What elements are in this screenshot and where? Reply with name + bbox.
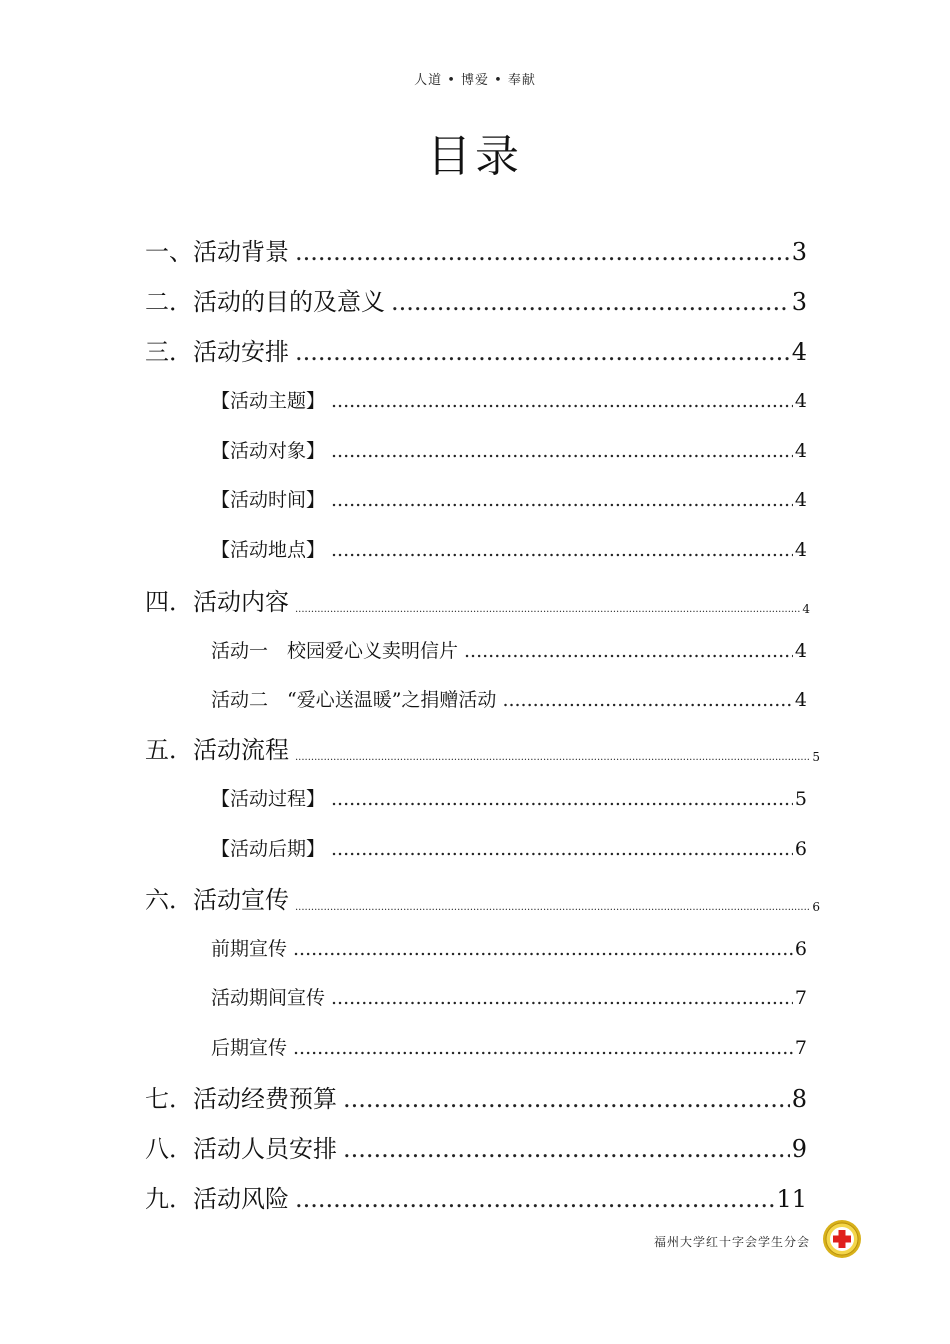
dot-leader (295, 752, 810, 763)
toc-entry-label: 九．活动风险 (145, 1185, 289, 1213)
red-cross-logo-icon (821, 1218, 863, 1260)
toc-page-number: 4 (791, 338, 807, 366)
dot-leader (293, 1037, 793, 1059)
toc-entry-risks[interactable] (145, 1179, 807, 1214)
toc-entry-audience[interactable] (211, 436, 807, 463)
toc-page-number: 4 (802, 602, 810, 616)
toc-entry-label: 二．活动的目的及意义 (145, 288, 385, 316)
toc-entry-label: 四．活动内容 (145, 588, 289, 616)
dot-leader (295, 238, 790, 266)
dot-leader (331, 489, 793, 511)
toc-page-number: 11 (776, 1185, 807, 1213)
toc-page-number: 4 (794, 440, 807, 462)
dot-leader (295, 902, 810, 913)
toc-page-number: 6 (794, 938, 807, 960)
toc-page-number: 4 (794, 640, 807, 662)
toc-entry-label: 【活动过程】 (211, 788, 326, 810)
footer-organization: 福州大学红十字会学生分会 (653, 1235, 810, 1249)
toc-entry-label: 五．活动流程 (145, 736, 289, 764)
toc-entry-activity-two[interactable] (211, 685, 807, 712)
dot-leader (295, 1185, 774, 1213)
page-title: 目录 (427, 131, 523, 183)
dot-leader (343, 1085, 790, 1113)
toc-entry-label: 活动一 校园爱心义卖明信片 (211, 640, 459, 662)
dot-leader (295, 338, 790, 366)
dot-leader (502, 689, 792, 711)
dot-leader (331, 440, 793, 462)
toc-entry-activity-one[interactable] (211, 636, 807, 663)
toc-entry-purpose[interactable] (145, 282, 807, 317)
toc-entry-process[interactable] (145, 730, 820, 765)
toc-page-number: 6 (812, 900, 820, 914)
toc-page-number: 8 (791, 1085, 807, 1113)
toc-entry-location[interactable] (211, 535, 807, 562)
toc-entry-label: 【活动对象】 (211, 440, 326, 462)
toc-entry-label: 七．活动经费预算 (145, 1085, 337, 1113)
toc-entry-content[interactable] (145, 582, 810, 617)
toc-page-number: 6 (794, 838, 807, 860)
toc-entry-post-publicity[interactable] (211, 1033, 807, 1060)
toc-entry-label: 活动二 “爱心送温暖”之捐赠活动 (211, 689, 497, 711)
toc-entry-label: 一、活动背景 (145, 238, 289, 266)
toc-entry-during-publicity[interactable] (211, 983, 807, 1010)
toc-page-number: 4 (794, 390, 807, 412)
dot-leader (331, 987, 793, 1009)
toc-entry-time[interactable] (211, 485, 807, 512)
toc-entry-procedure[interactable] (211, 784, 807, 811)
toc-page-number: 7 (794, 987, 807, 1009)
dot-leader (343, 1135, 790, 1163)
dot-leader (331, 539, 793, 561)
toc-entry-label: 【活动地点】 (211, 539, 326, 561)
toc-entry-arrangement[interactable] (145, 332, 807, 367)
toc-entry-label: 【活动后期】 (211, 838, 326, 860)
toc-page-number: 9 (791, 1135, 807, 1163)
toc-page-number: 3 (791, 288, 807, 316)
toc-page-number: 4 (794, 489, 807, 511)
dot-leader (331, 788, 793, 810)
toc-entry-label: 【活动时间】 (211, 489, 326, 511)
dot-leader (331, 838, 793, 860)
toc-entry-label: 活动期间宣传 (211, 987, 326, 1009)
dot-leader (331, 390, 793, 412)
toc-entry-theme[interactable] (211, 386, 807, 413)
dot-leader (391, 288, 790, 316)
toc-entry-background[interactable] (145, 232, 807, 267)
toc-page-number: 3 (791, 238, 807, 266)
dot-leader (295, 604, 800, 615)
toc-entry-label: 前期宣传 (211, 938, 288, 960)
toc-page-number: 7 (794, 1037, 807, 1059)
toc-page-number: 5 (812, 750, 820, 764)
header-motto: 人道 • 博爱 • 奉献 (414, 73, 536, 88)
toc-entry-publicity[interactable] (145, 880, 820, 915)
toc-entry-label: 后期宣传 (211, 1037, 288, 1059)
toc-entry-pre-publicity[interactable] (211, 934, 807, 961)
toc-page-number: 5 (794, 788, 807, 810)
toc-entry-label: 【活动主题】 (211, 390, 326, 412)
toc-entry-aftermath[interactable] (211, 834, 807, 861)
toc-page-number: 4 (794, 689, 807, 711)
toc-entry-label: 八．活动人员安排 (145, 1135, 337, 1163)
dot-leader (293, 938, 793, 960)
toc-page-number: 4 (794, 539, 807, 561)
toc-entry-budget[interactable] (145, 1079, 807, 1114)
toc-entry-label: 六．活动宣传 (145, 886, 289, 914)
toc-entry-staffing[interactable] (145, 1129, 807, 1164)
dot-leader (464, 640, 793, 662)
toc-entry-label: 三．活动安排 (145, 338, 289, 366)
